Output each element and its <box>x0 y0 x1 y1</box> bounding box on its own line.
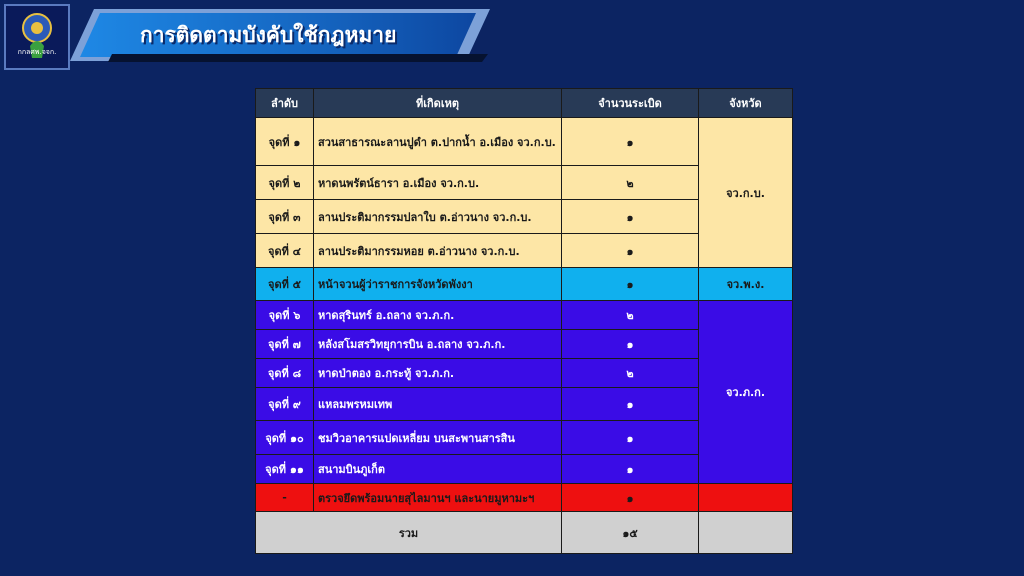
row-location: ตรวจยึดพร้อมนายสุไลมานฯ และนายมูหามะฯ <box>314 484 562 512</box>
table-row <box>256 484 793 512</box>
row-province: จว.ก.บ. <box>699 118 793 268</box>
row-seq: จุดที่ ๖ <box>256 301 314 330</box>
row-location: หาดป่าตอง อ.กระทู้ จว.ภ.ก. <box>314 359 562 388</box>
col-header-count: จำนวนระเบิด <box>562 89 699 118</box>
row-location: สนามบินภูเก็ต <box>314 455 562 484</box>
col-header-province: จังหวัด <box>699 89 793 118</box>
row-count: ๑ <box>562 484 699 512</box>
table-row <box>256 118 793 166</box>
row-seq: จุดที่ ๑ <box>256 118 314 166</box>
row-seq: จุดที่ ๕ <box>256 268 314 301</box>
row-location: ลานประติมากรรมหอย ต.อ่าวนาง จว.ก.บ. <box>314 234 562 268</box>
row-seq: จุดที่ ๒ <box>256 166 314 200</box>
row-location: หน้าจวนผู้ว่าราชการจังหวัดพังงา <box>314 268 562 301</box>
table-row <box>256 301 793 330</box>
logo <box>4 4 70 70</box>
col-header-seq: ลำดับ <box>256 89 314 118</box>
row-count: ๑ <box>562 388 699 421</box>
logo-text: กกลศพ.จจก. <box>17 48 57 56</box>
row-seq: จุดที่ ๗ <box>256 330 314 359</box>
row-province: จว.พ.ง. <box>699 268 793 301</box>
row-count: ๒ <box>562 166 699 200</box>
row-location: ชมวิวอาคารแปดเหลี่ยม บนสะพานสารสิน <box>314 421 562 455</box>
row-count: ๑ <box>562 200 699 234</box>
row-seq: จุดที่ ๑๑ <box>256 455 314 484</box>
row-count: ๑ <box>562 330 699 359</box>
row-seq: - <box>256 484 314 512</box>
row-seq: จุดที่ ๔ <box>256 234 314 268</box>
row-province-empty <box>699 484 793 512</box>
table-header-row <box>256 89 793 118</box>
row-location: หาดสุรินทร์ อ.ถลาง จว.ภ.ก. <box>314 301 562 330</box>
row-seq: จุดที่ ๓ <box>256 200 314 234</box>
row-province: จว.ภ.ก. <box>699 301 793 484</box>
row-count: ๒ <box>562 301 699 330</box>
row-count: ๑ <box>562 455 699 484</box>
row-location: หลังสโมสรวิทยุการบิน อ.ถลาง จว.ภ.ก. <box>314 330 562 359</box>
total-value: ๑๕ <box>562 512 699 554</box>
emblem-icon <box>6 6 68 68</box>
row-seq: จุดที่ ๘ <box>256 359 314 388</box>
row-count: ๑ <box>562 118 699 166</box>
table-total-row <box>256 512 793 554</box>
total-empty <box>699 512 793 554</box>
row-count: ๒ <box>562 359 699 388</box>
page-title: การติดตามบังคับใช้กฎหมาย <box>140 23 397 47</box>
row-count: ๑ <box>562 421 699 455</box>
table-row <box>256 268 793 301</box>
row-count: ๑ <box>562 234 699 268</box>
row-location: สวนสาธารณะลานปูดำ ต.ปากน้ำ อ.เมือง จว.ก.บ. <box>314 118 562 166</box>
total-label: รวม <box>256 512 562 554</box>
enforcement-table <box>255 88 793 554</box>
row-location: ลานประติมากรรมปลาใบ ต.อ่าวนาง จว.ก.บ. <box>314 200 562 234</box>
row-location: หาดนพรัตน์ธารา อ.เมือง จว.ก.บ. <box>314 166 562 200</box>
row-location: แหลมพรหมเทพ <box>314 388 562 421</box>
row-count: ๑ <box>562 268 699 301</box>
row-seq: จุดที่ ๙ <box>256 388 314 421</box>
title-banner-shadow <box>108 54 488 62</box>
row-seq: จุดที่ ๑๐ <box>256 421 314 455</box>
col-header-location: ที่เกิดเหตุ <box>314 89 562 118</box>
